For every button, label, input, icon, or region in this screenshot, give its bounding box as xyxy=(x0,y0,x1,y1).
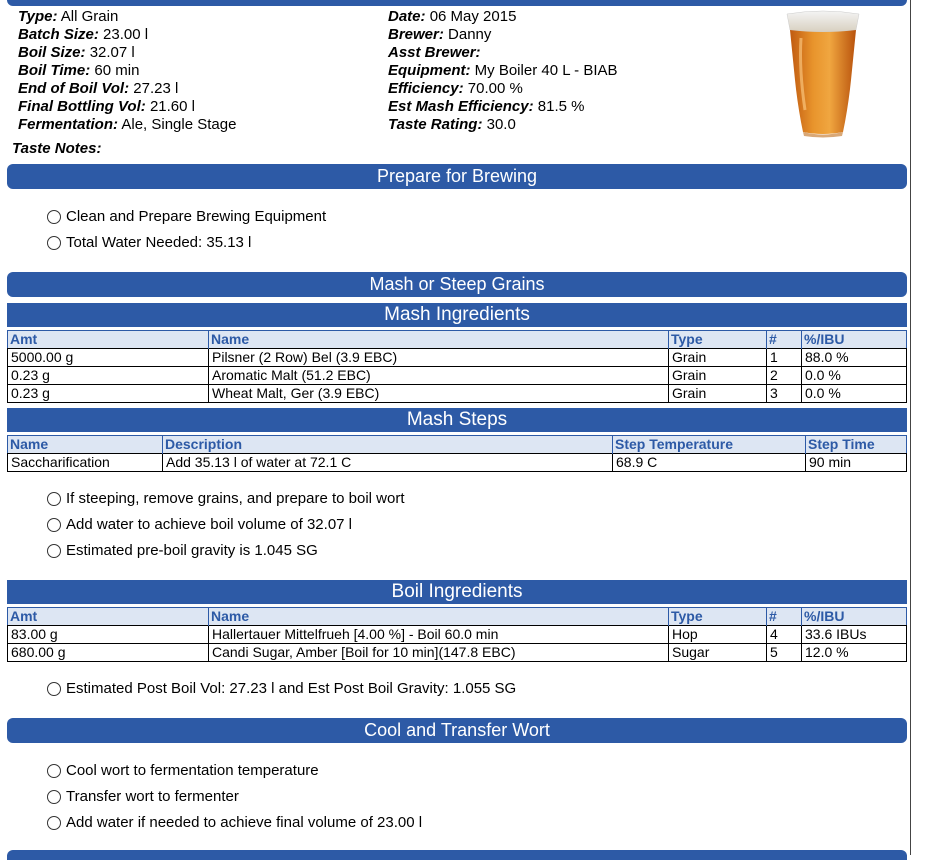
table-row xyxy=(8,644,907,662)
checklist-item[interactable]: Add water to achieve boil volume of 32.07 l xyxy=(47,516,352,534)
fermentation-row: Fermentation: Ale, Single Stage xyxy=(18,116,237,133)
mash-efficiency-row: Est Mash Efficiency: 81.5 % xyxy=(388,98,585,115)
cell: Wheat Malt, Ger (3.9 EBC) xyxy=(209,385,669,403)
cell: Hallertauer Mittelfrueh [4.00 %] - Boil 60.0 min xyxy=(209,626,669,644)
radio-circle-icon[interactable] xyxy=(47,764,61,778)
taste-rating-row: Taste Rating: 30.0 xyxy=(388,116,516,133)
cell: 12.0 % xyxy=(802,644,907,662)
boil-ingredients-table xyxy=(7,607,907,662)
date-row: Date: 06 May 2015 xyxy=(388,8,517,25)
cell: 0.0 % xyxy=(802,385,907,403)
radio-circle-icon[interactable] xyxy=(47,492,61,506)
mash-ingredients-header: Mash Ingredients xyxy=(7,303,907,327)
checklist-item[interactable]: If steeping, remove grains, and prepare to boil wort xyxy=(47,490,405,508)
cell: Add 35.13 l of water at 72.1 C xyxy=(163,454,613,472)
cell: Hop xyxy=(669,626,767,644)
mash-steps-header: Mash Steps xyxy=(7,408,907,432)
cell: 5000.00 g xyxy=(8,349,209,367)
checklist-item[interactable]: Clean and Prepare Brewing Equipment xyxy=(47,208,326,226)
cell: Saccharification xyxy=(8,454,163,472)
section-cool-header: Cool and Transfer Wort xyxy=(7,718,907,743)
cell: Candi Sugar, Amber [Boil for 10 min](147.8 EBC) xyxy=(209,644,669,662)
radio-circle-icon[interactable] xyxy=(47,682,61,696)
right-edge xyxy=(910,0,926,855)
cell: 5 xyxy=(767,644,802,662)
cell: Grain xyxy=(669,349,767,367)
beer-glass-icon xyxy=(783,10,863,138)
radio-circle-icon[interactable] xyxy=(47,816,61,830)
bottom-bar xyxy=(7,850,907,860)
cell: 0.23 g xyxy=(8,385,209,403)
table-row xyxy=(8,626,907,644)
col-step-name: Name xyxy=(8,436,163,454)
col-description: Description xyxy=(163,436,613,454)
checklist-item[interactable]: Estimated pre-boil gravity is 1.045 SG xyxy=(47,542,318,560)
boil-ingredients-header: Boil Ingredients xyxy=(7,580,907,604)
section-prepare-header: Prepare for Brewing xyxy=(7,164,907,189)
cell: 680.00 g xyxy=(8,644,209,662)
type-row: Type: All Grain xyxy=(18,8,119,25)
cell: Pilsner (2 Row) Bel (3.9 EBC) xyxy=(209,349,669,367)
radio-circle-icon[interactable] xyxy=(47,210,61,224)
boil-time-row: Boil Time: 60 min xyxy=(18,62,140,79)
col-step-time: Step Time xyxy=(806,436,907,454)
col-amt: Amt xyxy=(8,331,209,349)
table-header-row xyxy=(8,608,907,626)
checklist-item[interactable]: Estimated Post Boil Vol: 27.23 l and Est Post Boil Gravity: 1.055 SG xyxy=(47,680,516,698)
mash-steps-table xyxy=(7,435,907,472)
checklist-item[interactable]: Total Water Needed: 35.13 l xyxy=(47,234,251,252)
table-row xyxy=(8,385,907,403)
col-name: Name xyxy=(209,331,669,349)
cell: Grain xyxy=(669,367,767,385)
radio-circle-icon[interactable] xyxy=(47,544,61,558)
section-mash-header: Mash or Steep Grains xyxy=(7,272,907,297)
efficiency-row: Efficiency: 70.00 % xyxy=(388,80,523,97)
cell: 1 xyxy=(767,349,802,367)
radio-circle-icon[interactable] xyxy=(47,790,61,804)
batch-size-row: Batch Size: 23.00 l xyxy=(18,26,149,43)
cell: 68.9 C xyxy=(613,454,806,472)
equipment-row: Equipment: My Boiler 40 L - BIAB xyxy=(388,62,618,79)
end-boil-vol-row: End of Boil Vol: 27.23 l xyxy=(18,80,179,97)
col-step-temperature: Step Temperature xyxy=(613,436,806,454)
top-bar xyxy=(7,0,907,6)
cell: 0.23 g xyxy=(8,367,209,385)
cell: 2 xyxy=(767,367,802,385)
cell: 83.00 g xyxy=(8,626,209,644)
table-row xyxy=(8,367,907,385)
cell: 33.6 IBUs xyxy=(802,626,907,644)
col-number: # xyxy=(767,331,802,349)
asst-brewer-row: Asst Brewer: xyxy=(388,44,481,61)
table-row xyxy=(8,349,907,367)
cell: 0.0 % xyxy=(802,367,907,385)
col-pct-ibu: %/IBU xyxy=(802,608,907,626)
taste-notes-label: Taste Notes: xyxy=(12,140,102,157)
cell: 90 min xyxy=(806,454,907,472)
col-type: Type xyxy=(669,608,767,626)
checklist-item[interactable]: Transfer wort to fermenter xyxy=(47,788,239,806)
col-pct-ibu: %/IBU xyxy=(802,331,907,349)
checklist-item[interactable]: Add water if needed to achieve final volume of 23.00 l xyxy=(47,814,422,832)
col-amt: Amt xyxy=(8,608,209,626)
cell: 4 xyxy=(767,626,802,644)
boil-size-row: Boil Size: 32.07 l xyxy=(18,44,135,61)
cell: Aromatic Malt (51.2 EBC) xyxy=(209,367,669,385)
cell: Grain xyxy=(669,385,767,403)
col-number: # xyxy=(767,608,802,626)
table-header-row xyxy=(8,436,907,454)
radio-circle-icon[interactable] xyxy=(47,236,61,250)
radio-circle-icon[interactable] xyxy=(47,518,61,532)
table-header-row xyxy=(8,331,907,349)
final-bottling-row: Final Bottling Vol: 21.60 l xyxy=(18,98,195,115)
mash-ingredients-table xyxy=(7,330,907,403)
brewer-row: Brewer: Danny xyxy=(388,26,492,43)
cell: 88.0 % xyxy=(802,349,907,367)
col-name: Name xyxy=(209,608,669,626)
table-row xyxy=(8,454,907,472)
col-type: Type xyxy=(669,331,767,349)
cell: Sugar xyxy=(669,644,767,662)
checklist-item[interactable]: Cool wort to fermentation temperature xyxy=(47,762,319,780)
cell: 3 xyxy=(767,385,802,403)
